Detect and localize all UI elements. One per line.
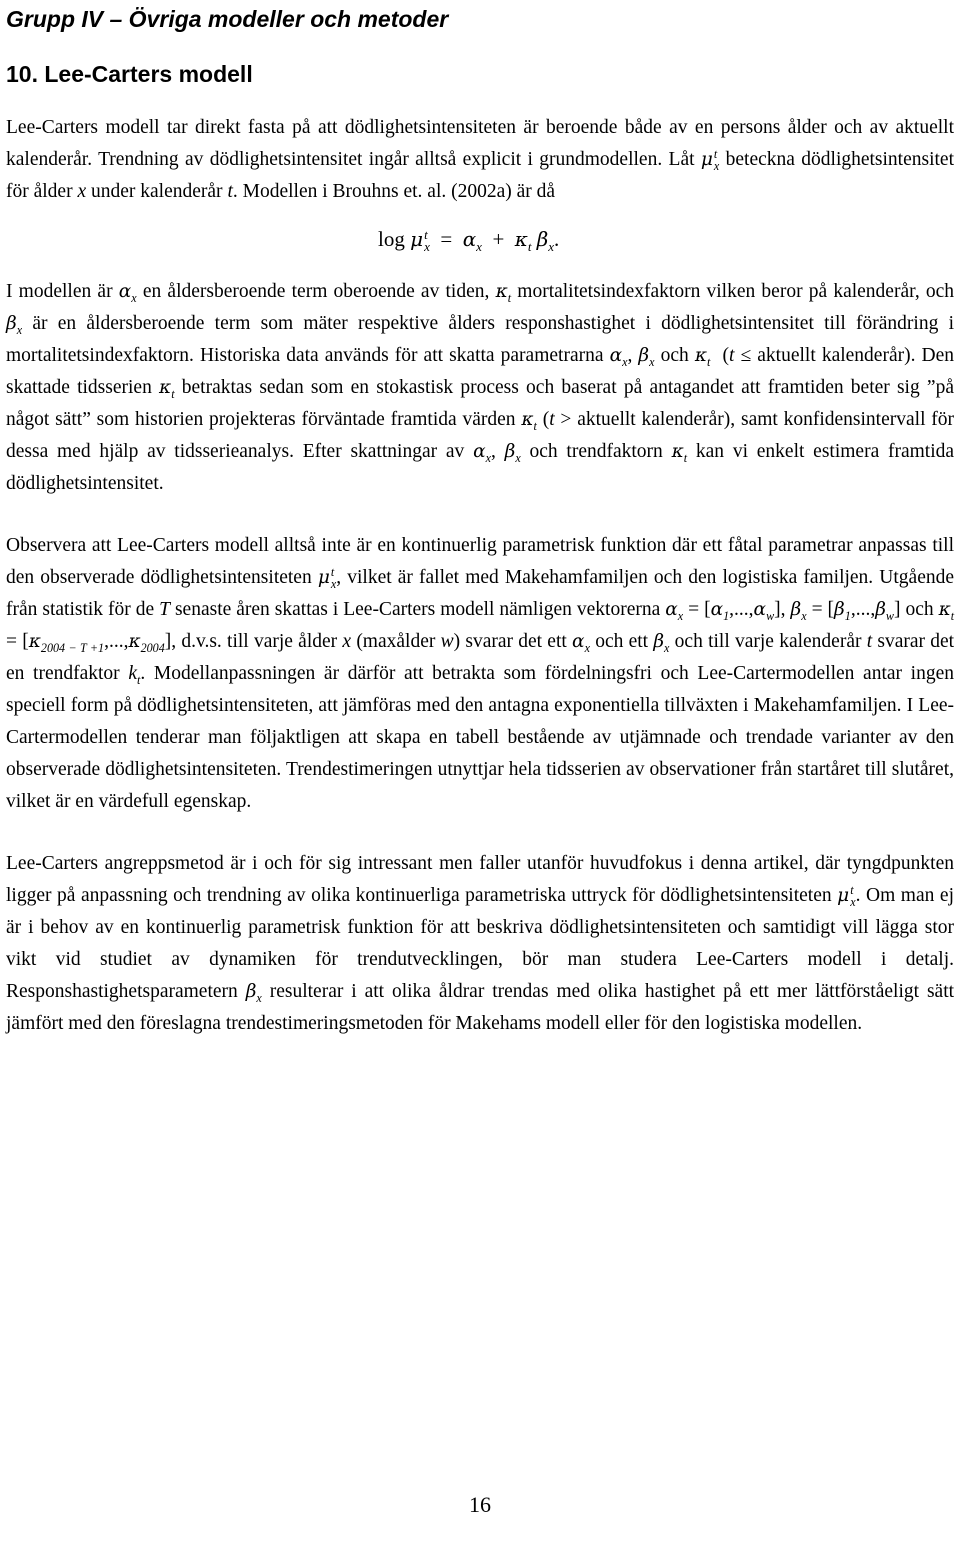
kappa-t-symbol: $\kappa_t$ [521,409,537,433]
var-T: T [159,599,170,620]
text: . Om man ej är i behov av en kontinuerlig parametrisk funktion för att beskriva dödlighetsintensiteten och samtidigt vill lägga stor vikt vid studiet av dynamiken för trendutvecklingen, bör man studera Lee-Carters modell i detalj. Responshastighetsparametern [6,885,954,1002]
period: . [554,227,560,251]
text: och [660,345,689,366]
text: betraktas sedan som en stokastisk process och baserat på antagandet att framtiden beter sig ”på något sätt” som historien projekteras förväntade framtida värden [6,377,954,430]
alpha-x-symbol: $\alpha_x$ [572,631,590,655]
mu-x-t-symbol: μ t x [837,883,856,909]
alpha-x-symbol: $\alpha_x$ [462,227,482,255]
text: . Modellanpassningen är därför att betrakta som fördelningsfri och Lee-Cartermodellen antar ingen speciell form på dödlighetsintensiteten, att jämföras med den antagna exponentiella tillväxten i Makehamfamiljen. I Lee-Cartermodellen tenderar man följaktligen att skapa en tabell bestående av utjämnade och trendade varianter av den observerade dödlighetsintensiteten. Trendestimeringen utnyttjar hela tidsserien av observationer från startåret till slutåret, vilket är en värdefull egenskap. [6,663,954,812]
time-condition-past: (t ≤ aktuellt kalenderår) [722,345,911,366]
mu-x-t-symbol: μ t x [410,226,430,255]
var-t: t [866,631,873,652]
paragraph-intro [6,112,954,208]
text: och till varje kalenderår [674,631,862,652]
kappa-t-symbol: $\kappa_t$ [671,441,688,465]
k-t-symbol: $k_t$ [128,663,141,687]
paragraph-observation: Observera att Lee-Carters modell alltså inte är en kontinuerlig parametrisk funktion där ett fåtal parametrar anpassas till den observerade dödlighetsintensiteten μ t x , vilket är fallet med Makehamfamiljen och den logistiska familjen. Utgående från statistik för de T senaste åren skattas i Lee-Carters modell nämligen vektorerna $\alpha_x = [\alpha_1,...,\alpha_w]$, $\beta_x = [\beta_1,...,\beta_w]$ och $\kappa_t = [\kappa_{2004 - T +1},...,\kappa_{2004}]$, d.v.s. till varje ålder x (maxålder w) svarar det ett $\alpha_x$ och ett $\beta_x$ och till varje kalenderår t svarar det en trendfaktor $k_t$. Modellanpassningen är därför att betrakta som fördelningsfri och Lee-Cartermodellen antar ingen speciell form på dödlighetsintensiteten, att jämföras med den antagna exponentiella tillväxten i Makehamfamiljen. I Lee-Cartermodellen tenderar man följaktligen att skapa en tabell bestående av utjämnade och trendade varianter av den observerade dödlighetsintensiteten. Trendestimeringen utnyttjar hela tidsserien av observationer från startåret till slutåret, vilket är en värdefull egenskap. [6,535,955,812]
text: är en åldersberoende term som mäter respektive ålders responshastighet i dödlighetsintensitet till förändring i mortalitetsindexfaktorn. Historiska data används för att skatta parametrarna [6,313,954,366]
alpha-x-symbol: $\alpha_x$ [609,345,628,369]
text: , samt konfidensintervall för dessa med hjälp av tidsserieanalys. Efter skattningar av [6,409,955,462]
var-x: x [77,181,87,202]
mu-x-t-symbol: μ t x [700,147,720,173]
text: Lee-Carters modell tar direkt fasta på att dödlighetsintensiteten är beroende både av en persons ålder och av aktuellt kalenderår. Trendning av dödlighetsintensitet ingår alltså explicit i grundmodellen. Låt [6,117,954,170]
alpha-vector: $\alpha_x = [\alpha_1,...,\alpha_w]$ [665,599,781,623]
text: ) svarar det ett [453,631,567,652]
paragraph-scope [6,848,954,1040]
equals-sign: = [440,227,453,251]
mu-x-t-symbol: μ t x [317,565,337,591]
alpha-x-symbol: $\alpha_x$ [473,441,491,465]
kappa-vector: $\kappa_t = [\kappa_{2004 - T +1},...,\kappa_{2004}]$ [6,599,955,655]
text: , d.v.s. till varje ålder [171,631,338,652]
text: senaste åren skattas i Lee-Carters modell nämligen vektorerna [174,599,661,620]
text: . Den skattade tidsserien [6,345,955,398]
page-number: 16 [469,1492,491,1517]
var-x: x [342,631,352,652]
beta-x-symbol: $\beta_x$ [245,981,262,1005]
text: och [905,599,934,620]
kappa-t-symbol: $\kappa_t$ [495,281,512,305]
var-w: w [440,631,454,652]
beta-vector: $\beta_x = [\beta_1,...,\beta_w]$ [790,599,901,623]
beta-x-symbol: $\beta_x$ [653,631,670,655]
text: resulterar i att olika åldrar trendas med olika hastighet på ett mer lättförståeligt sätt jämfört med den föreslagna trendestimeringsmetoden för Makehams modell eller för den logistiska modellen. [6,981,955,1034]
lee-carter-equation [6,220,954,258]
log-operator: log [378,227,405,251]
beta-x-symbol: $\beta_x$ [6,313,23,337]
beta-x-symbol: $\beta_x$ [504,441,521,465]
text: kan vi enkelt estimera framtida dödlighetsintensitet. [6,441,955,494]
text: (maxålder [356,631,436,652]
beta-x-symbol: $\beta_x$ [536,227,555,255]
text: mortalitetsindexfaktorn vilken beror på kalenderår, och [517,281,955,302]
paragraph-parameters: I modellen är $\alpha_x$ en åldersberoende term oberoende av tiden, $\kappa_t$ mortalitetsindexfaktorn vilken beror på kalenderår, och $\beta_x$ är en åldersberoende term som mäter respektive ålders responshastighet i dödlighetsintensitet till förändring i mortalitetsindexfaktorn. Historiska data används för att skatta parametrarna $\alpha_x$, $\beta_x$ och $\kappa_t$ (t ≤ aktuellt kalenderår). Den skattade tidsserien $\kappa_t$ betraktas sedan som en stokastisk process och baserat på antagandet att framtiden beter sig ”på något sätt” som historien projekteras förväntade framtida värden $\kappa_t$ (t > aktuellt kalenderår), samt konfidensintervall för dessa med hjälp av tidsserieanalys. Efter skattningar av $\alpha_x$, $\beta_x$ och trendfaktorn $\kappa_t$ kan vi enkelt estimera framtida dödlighetsintensitet. [6,281,955,494]
alpha-x-symbol: $\alpha_x$ [118,281,137,305]
text: Observera att Lee-Carters modell alltså inte är en kontinuerlig parametrisk funktion där ett fåtal parametrar anpassas till den observerade dödlighetsintensiteten [6,535,954,588]
kappa-t-symbol: $\kappa_t$ [694,345,711,369]
plus-sign: + [492,227,505,251]
kappa-t-symbol: $\kappa_t$ [159,377,175,401]
section-heading: 10. Lee-Carters modell [6,61,253,87]
text: , vilket är fallet med Makehamfamiljen och den logistiska familjen. Utgående från statistik för de [6,567,955,620]
group-heading: Grupp IV – Övriga modeller och metoder [6,6,449,32]
text: under kalenderår [91,181,223,202]
text: I modellen är [6,281,113,302]
beta-x-symbol: $\beta_x$ [638,345,655,369]
text: svarar det en trendfaktor [6,631,955,684]
text: Lee-Carters angreppsmetod är i och för sig intressant men faller utanför huvudfokus i denna artikel, där tyngdpunkten ligger på anpassning och trendning av olika kontinuerliga parametriska uttryck för dödlighetsintensiteten [6,853,954,906]
text: och ett [595,631,649,652]
text: beteckna dödlighetsintensitet för ålder [6,149,955,202]
text: och trendfaktorn [529,441,663,462]
time-condition-future: (t > aktuellt kalenderår) [542,409,731,430]
kappa-t-symbol: $\kappa_t$ [514,227,532,255]
var-t: t [227,181,233,202]
text: . Modellen i Brouhns et. al. (2002a) är då [232,181,556,202]
text: en åldersberoende term oberoende av tiden, [142,281,490,302]
